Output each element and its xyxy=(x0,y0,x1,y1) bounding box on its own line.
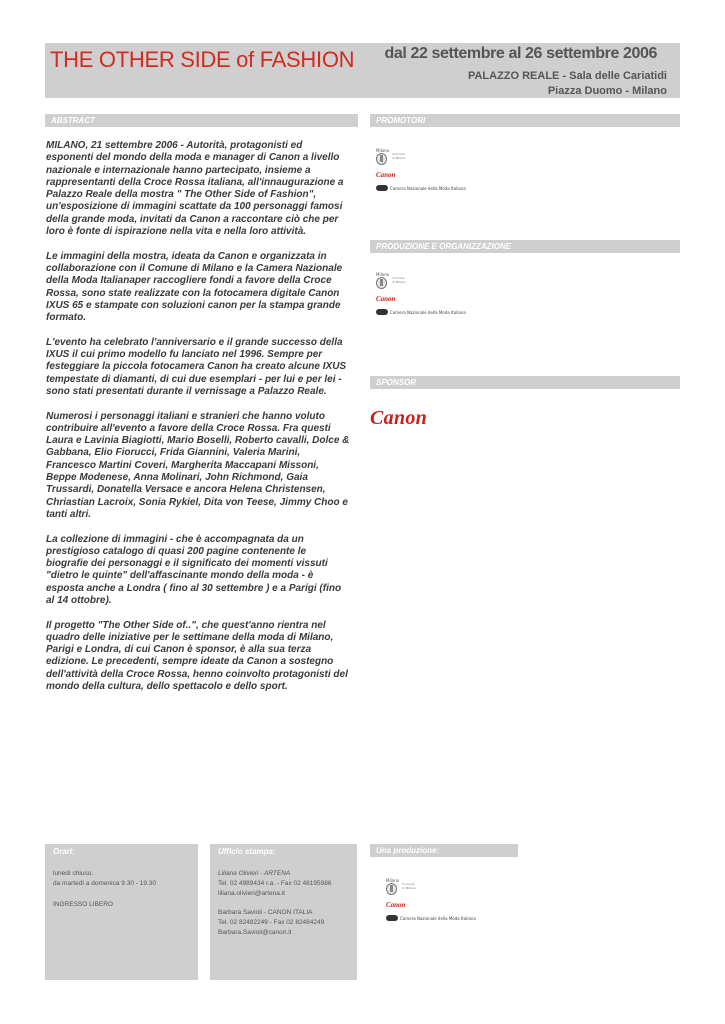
venue-line-1: PALAZZO REALE - Sala delle Cariatidi xyxy=(467,70,667,82)
cnmi-label: Camera Nazionale della Moda Italiana xyxy=(400,915,476,921)
abstract-bar xyxy=(45,114,358,127)
canon-logo: Canon xyxy=(376,295,396,303)
abstract-paragraph: L'evento ha celebrato l'anniversario e il grande successo della IXUS il cui primo modello fu lanciato nel 1996. Sempre per festeggiare la piccola fotocamera Canon ha creato alcune IXUS tempestate di diamanti, di cui due esemplari - per lui e per lei - sono stati presentati durante il vernissage a Palazzo Reale. xyxy=(46,336,347,397)
cnmi-label: Camera Nazionale della Moda Italiana xyxy=(390,309,466,315)
milano-label: Milano xyxy=(386,878,400,883)
comune-logo xyxy=(376,272,466,289)
cnmi-mark-icon xyxy=(376,309,388,315)
produzione-label: PRODUZIONE E ORGANIZZAZIONE xyxy=(376,242,512,251)
crest-icon xyxy=(386,883,397,895)
page-title: THE OTHER SIDE of FASHION xyxy=(50,47,355,72)
orari-heading: Orari: xyxy=(53,847,75,856)
promotori-bar xyxy=(370,114,680,127)
abstract-paragraph: La collezione di immagini - che è accompagnata da un prestigioso catalogo di quasi 200 pagine contenente le biografie dei personaggi e il significato dei momenti vissuti "dietro le quinte" dell'affascinante mondo della moda - è esposta anche a Londra ( fino al 30 settembre ) e a Parigi (fino al 14 ottobre). xyxy=(46,533,342,606)
produzione-footer-heading: Una produzione: xyxy=(376,846,440,855)
cnmi-logo xyxy=(376,309,466,315)
produzione-footer-bar xyxy=(370,844,518,857)
produzione-bar xyxy=(370,240,680,253)
comune-label: Comune di Milano xyxy=(392,276,406,284)
venue-line-2: Piazza Duomo - Milano xyxy=(547,85,667,97)
comune-label: Comune di Milano xyxy=(392,152,406,160)
orari-line: lunedì chiuso. xyxy=(53,870,94,877)
crest-icon xyxy=(376,153,387,165)
contact-name: Liliana Olivieri - ARTENA xyxy=(218,870,291,877)
cnmi-logo xyxy=(386,915,476,921)
ufficio-heading: Ufficio stampa: xyxy=(218,847,276,856)
abstract-body xyxy=(46,140,350,706)
orari-panel xyxy=(45,844,198,980)
sponsor-bar xyxy=(370,376,680,389)
abstract-paragraph: Il progetto "The Other Side of..", che quest'anno rientra nel quadro delle iniziative per le settimane della moda di Milano, Parigi e Londra, di cui Canon è sponsor, è alla sua terza edizione. Le precedenti, sempre ideate da Canon a sostegno dell'attività della Croce Rossa, henno coinvolto protagonisti del mondo della cultura, dello spettacolo e dello sport. xyxy=(46,619,348,693)
milano-label: Milano xyxy=(376,148,390,153)
comune-logo xyxy=(386,878,476,895)
orari-entry: INGRESSO LIBERO xyxy=(53,901,113,908)
abstract-paragraph: MILANO, 21 settembre 2006 - Autorità, protagonisti ed esponenti del mondo della moda e manager di Canon a livello nazionale e internazionale hanno partecipato, insieme a rappresentanti della Croce Rossa italiana, all'innaugurazione a Palazzo Reale della mostra " The Other Side of Fashion", un'esposizione di immagini scattate da 100 personaggi famosi della grande moda, invitati da Canon a raccontare ciò che per loro è fonte di ispirazione nella vita e nella loro attività. xyxy=(46,140,344,238)
cnmi-label: Camera Nazionale della Moda Italiana xyxy=(390,185,466,191)
crest-icon xyxy=(376,277,387,289)
contact-name: Barbara Savioli - CANON ITALIA xyxy=(218,909,313,916)
abstract-label: ABSTRACT xyxy=(51,116,95,125)
contact-phone: Tel. 02 4989434 r.a. - Fax 02 48195986 xyxy=(218,880,332,887)
orari-line: da martedì a domenica 9.30 - 19.30 xyxy=(53,880,156,887)
event-venue xyxy=(468,69,667,99)
cnmi-logo xyxy=(376,185,466,191)
promotori-label: PROMOTORI xyxy=(376,116,426,125)
comune-label: Comune di Milano xyxy=(402,882,416,890)
event-dates: dal 22 settembre al 26 settembre 2006 xyxy=(384,45,657,62)
sponsor-label: SPONSOR xyxy=(376,378,417,387)
produzione-footer-logos xyxy=(386,878,476,921)
canon-logo: Canon xyxy=(376,171,396,179)
abstract-paragraph: Le immagini della mostra, ideata da Canon e organizzata in collaborazione con il Comune di Milano e la Camera Nazionale della Moda Italianaper raccogliere fondi a favore della Croce Rossa, sono state realizzate con la fotocamera digitale Canon IXUS 65 e stampate con soluzioni canon per la stampa grande formato. xyxy=(46,250,343,324)
abstract-paragraph: Numerosi i personaggi italiani e stranieri che hanno voluto contribuire all'evento a favore della Croce Rossa. Fra questi Laura e Lavinia Biagiotti, Mario Boselli, Roberto cavalli, Dolce & Gabbana, Elio Fiorucci, Frida Giannini, Valeria Marini, Francesco Martini Coveri, Margherita Maccapani Missoni, Beppe Modenese, Anna Molinari, John Richmond, Gaia Trussardi, Donatella Versace e ancora Helena Christensen, Chriastian Lacroix, Sonia Rykiel, Dita von Teese, Jimmy Choo e tanti altri. xyxy=(46,410,350,520)
contact-email[interactable]: Barbara.Savioli@canon.it xyxy=(218,929,292,936)
contact-phone: Tel. 02 82482249 - Fax 02 82484249 xyxy=(218,919,325,926)
produzione-logos xyxy=(376,272,466,315)
cnmi-mark-icon xyxy=(376,185,388,191)
milano-label: Milano xyxy=(376,272,390,277)
ufficio-stampa-panel xyxy=(210,844,357,980)
contact-email[interactable]: liliana.olivieri@artena.it xyxy=(218,890,285,897)
cnmi-mark-icon xyxy=(386,915,398,921)
promotori-logos xyxy=(376,148,466,191)
canon-logo: Canon xyxy=(386,901,406,909)
sponsor-canon-logo: Canon xyxy=(370,407,428,429)
comune-logo xyxy=(376,148,466,165)
